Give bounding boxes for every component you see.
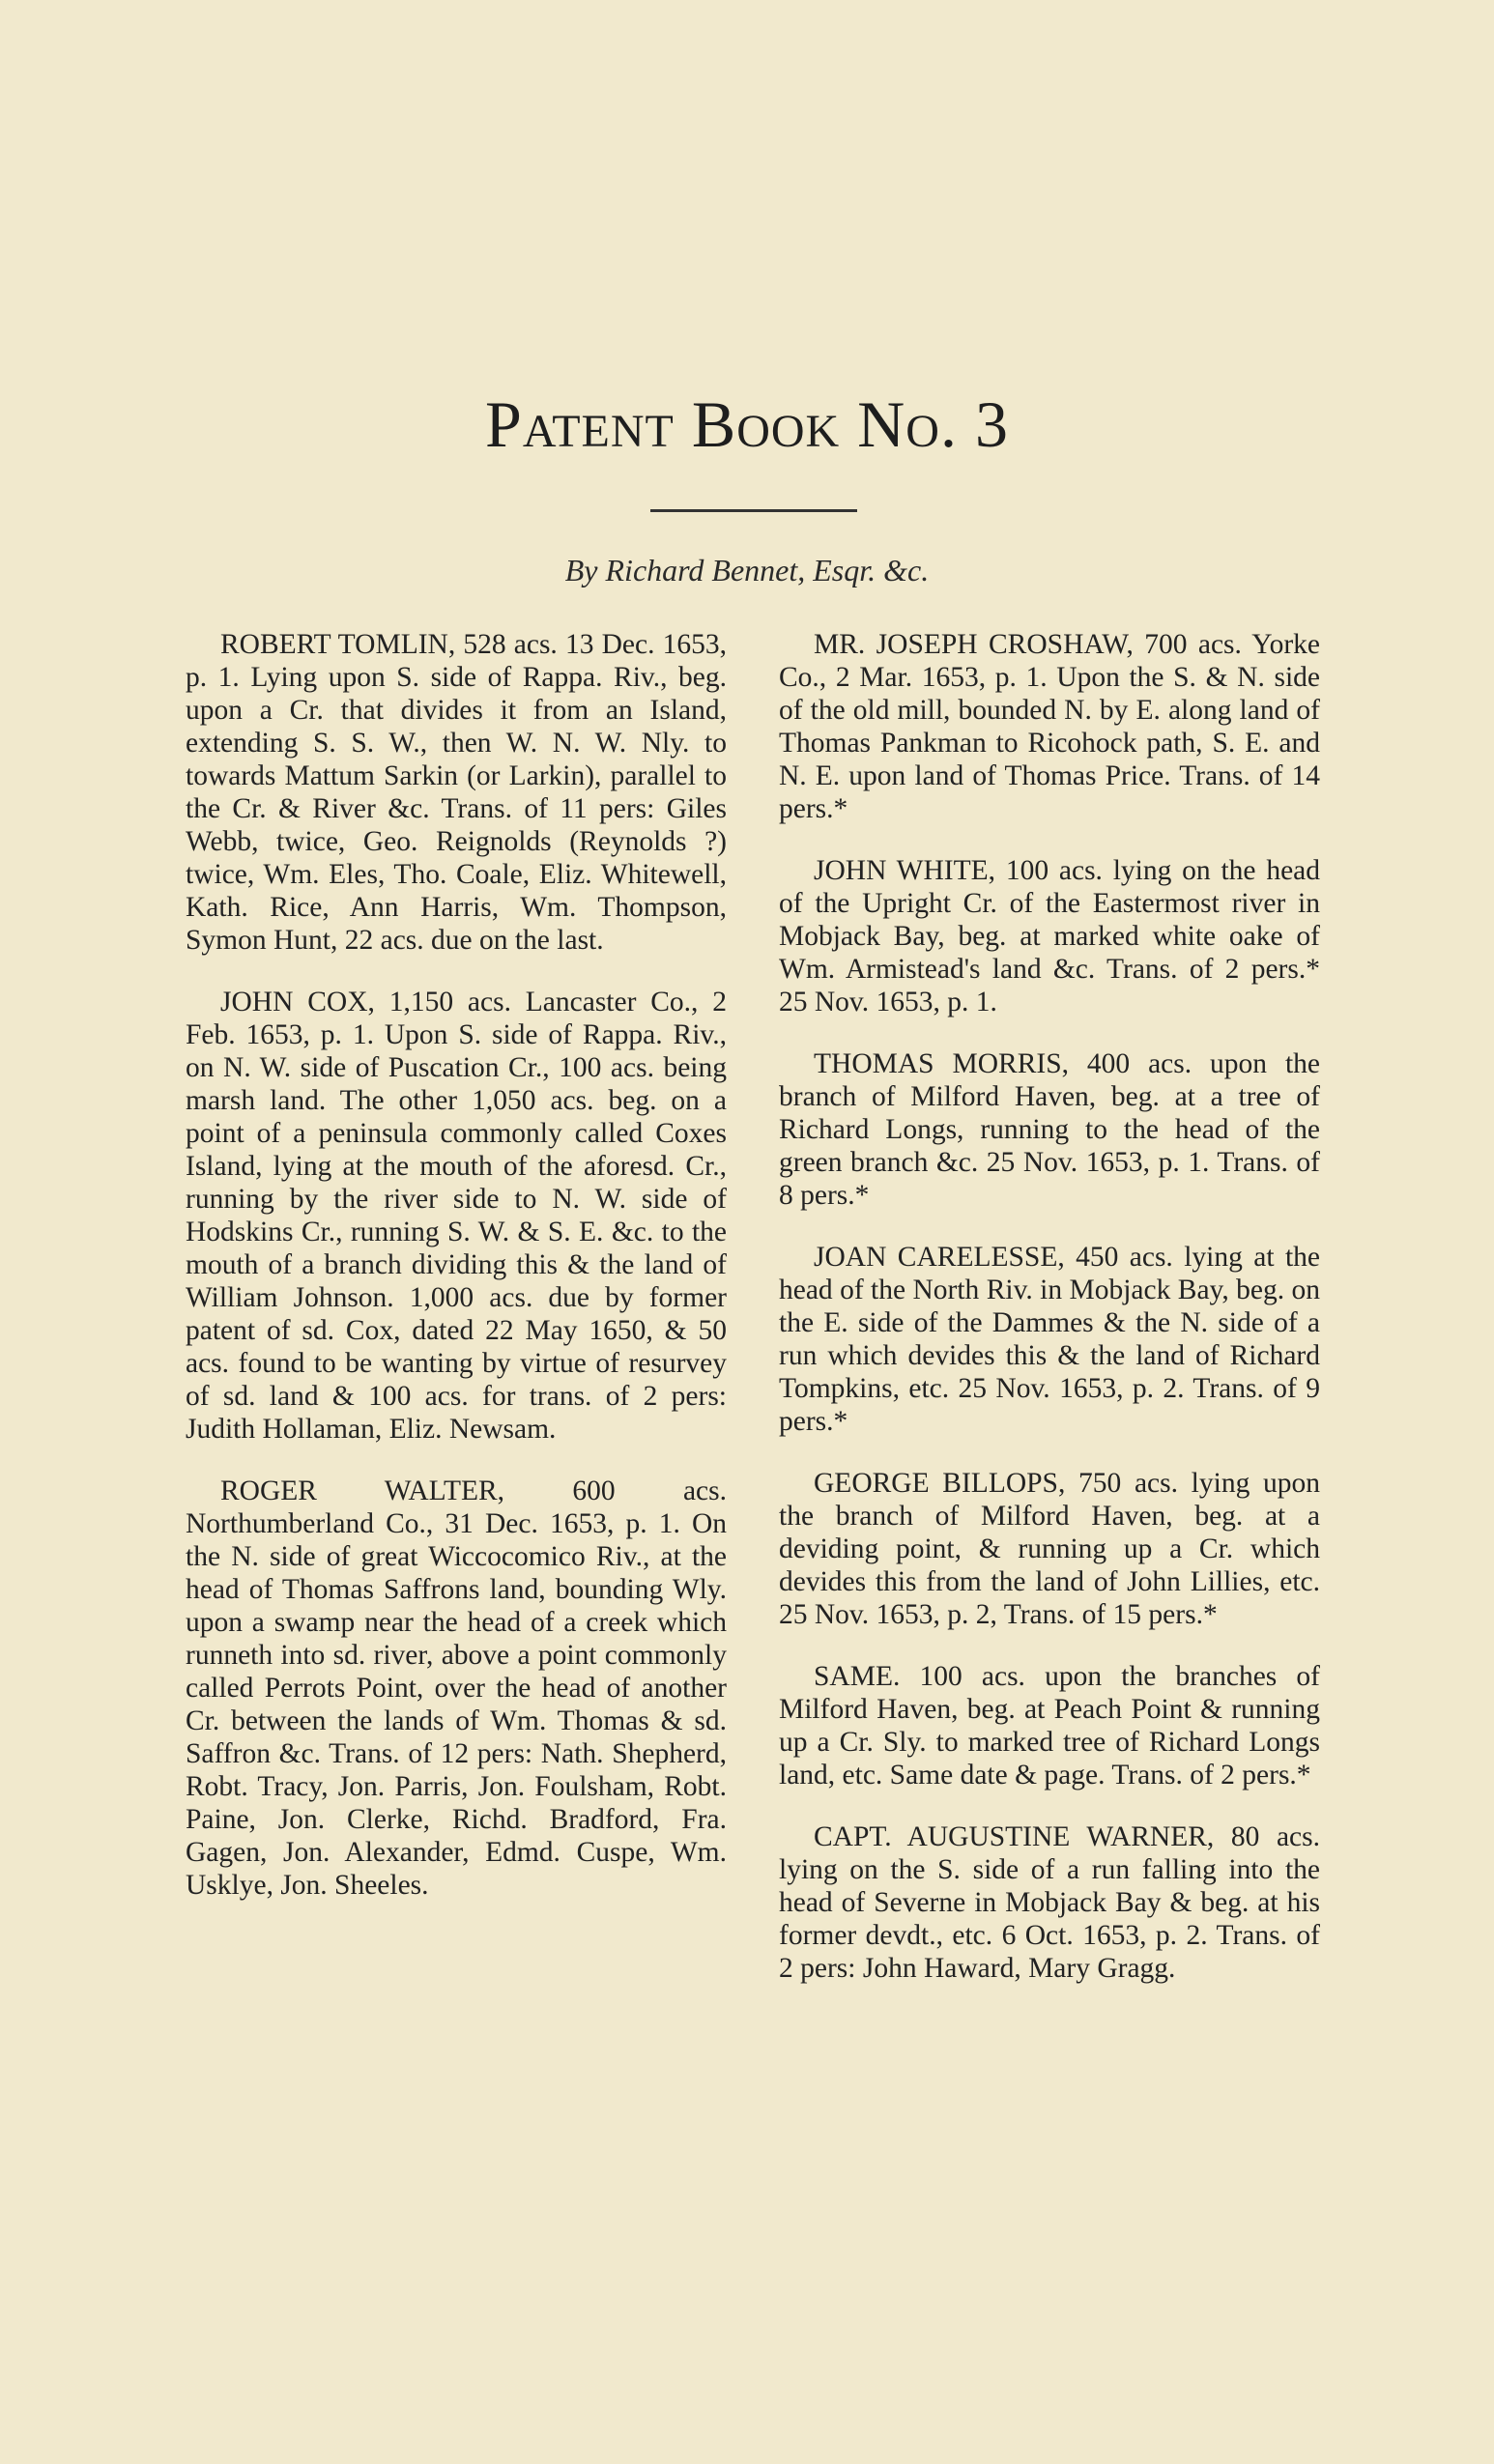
patent-entry-robert-tomlin: ROBERT TOMLIN, 528 acs. 13 Dec. 1653, p. 1. Lying upon S. side of Rappa. Riv., beg. upon a Cr. that divides it from an Island, extending S. S. W., then W. N. W. Nly. to towards Mattum Sarkin (or Larkin), parallel to the Cr. & River &c. Trans. of 11 pers: Giles Webb, twice, Geo. Reignolds (Reynolds ?) twice, Wm. Eles, Tho. Coale, Eliz. Whitewell, Kath. Rice, Ann Harris, Wm. Thompson, Symon Hunt, 22 acs. due on the last. [186, 629, 727, 956]
title-divider [650, 509, 857, 512]
right-column [779, 628, 1320, 2014]
page-title: Patent Book No. 3 [485, 387, 1009, 461]
patent-entry-george-billops: GEORGE BILLOPS, 750 acs. lying upon the branch of Milford Haven, beg. at a deviding point, & running up a Cr. which devides this from the land of John Lillies, etc. 25 Nov. 1653, p. 2, Trans. of 15 pers.* [779, 1468, 1320, 1630]
patent-entry-john-cox: JOHN COX, 1,150 acs. Lancaster Co., 2 Feb. 1653, p. 1. Upon S. side of Rappa. Riv., on N. W. side of Puscation Cr., 100 acs. being marsh land. The other 1,050 acs. beg. on a point of a peninsula commonly called Coxes Island, lying at the mouth of the aforesd. Cr., running by the river side to N. W. side of Hodskins Cr., running S. W. & S. E. &c. to the mouth of a branch dividing this & the land of William Johnson. 1,000 acs. due by former patent of sd. Cox, dated 22 May 1650, & 50 acs. found to be wanting by virtue of resurvey of sd. land & 100 acs. for trans. of 2 pers: Judith Hollaman, Eliz. Newsam. [186, 987, 727, 1445]
patent-entry-joan-carelesse: JOAN CARELESSE, 450 acs. lying at the head of the North Riv. in Mobjack Bay, beg. on the E. side of the Dammes & the N. side of a run which devides this & the land of Richard Tompkins, etc. 25 Nov. 1653, p. 2. Trans. of 9 pers.* [779, 1242, 1320, 1437]
patent-entry-joseph-croshaw: MR. JOSEPH CROSHAW, 700 acs. Yorke Co., 2 Mar. 1653, p. 1. Upon the S. & N. side of the old mill, bounded N. by E. along land of Thomas Pankman to Ricohock path, S. E. and N. E. upon land of Thomas Price. Trans. of 14 pers.* [779, 629, 1320, 824]
byline: By Richard Bennet, Esqr. &c. [564, 553, 930, 587]
patent-entry-thomas-morris: THOMAS MORRIS, 400 acs. upon the branch of Milford Haven, beg. at a tree of Richard Longs, running to the head of the green branch &c. 25 Nov. 1653, p. 1. Trans. of 8 pers.* [779, 1048, 1320, 1211]
patent-entry-roger-walter: ROGER WALTER, 600 acs. Northumberland Co., 31 Dec. 1653, p. 1. On the N. side of great Wiccocomico Riv., at the head of Thomas Saffrons land, bounding Wly. upon a swamp near the head of a creek which runneth into sd. river, above a point commonly called Perrots Point, over the head of another Cr. between the lands of Wm. Thomas & sd. Saffron &c. Trans. of 12 pers: Nath. Shepherd, Robt. Tracy, Jon. Parris, Jon. Foulsham, Robt. Paine, Jon. Clerke, Richd. Bradford, Fra. Gagen, Jon. Alexander, Edmd. Cuspe, Wm. Usklye, Jon. Sheeles. [186, 1476, 727, 1901]
patent-entry-john-white: JOHN WHITE, 100 acs. lying on the head of the Upright Cr. of the Eastermost river in Mobjack Bay, beg. at marked white oake of Wm. Armistead's land &c. Trans. of 2 pers.* 25 Nov. 1653, p. 1. [779, 855, 1320, 1017]
left-column [186, 628, 727, 1931]
patent-entry-same: SAME. 100 acs. upon the branches of Milford Haven, beg. at Peach Point & running up a Cr. Sly. to marked tree of Richard Longs land, etc. Same date & page. Trans. of 2 pers.* [779, 1661, 1320, 1791]
patent-entry-augustine-warner: CAPT. AUGUSTINE WARNER, 80 acs. lying on the S. side of a run falling into the head of Severne in Mobjack Bay & beg. at his former devdt., etc. 6 Oct. 1653, p. 2. Trans. of 2 pers: John Haward, Mary Gragg. [779, 1821, 1320, 1984]
